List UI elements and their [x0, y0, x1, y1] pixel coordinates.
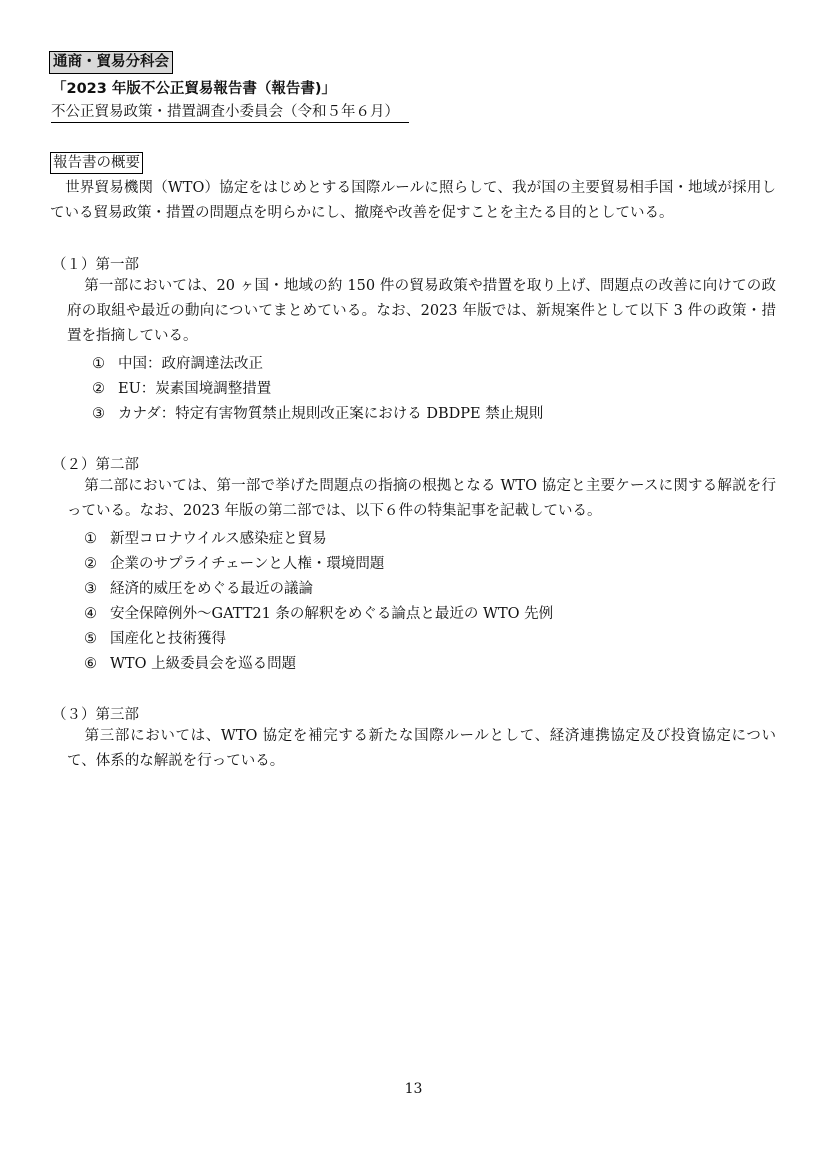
- part2-list-item: [84, 627, 226, 648]
- part2-heading: （２）第二部: [52, 457, 139, 473]
- part2-body-text: 第二部においては、第一部で挙げた問題点の指摘の根拠となる WTO 協定と主要ケースに関する解説を行っている。なお、2023 年版の第二部では、以下６件の特集記事を記載している。: [67, 478, 776, 519]
- part2-list-item: [84, 552, 384, 573]
- part2-list-item: [84, 527, 327, 548]
- list-item-text: EU：炭素国境調整措置: [118, 381, 272, 397]
- part1-body-text: 第一部においては、20 ヶ国・地域の約 150 件の貿易政策や措置を取り上げ、問題点の改善に向けての政府の取組や最近の動向についてまとめている。なお、2023 年版では、新規案件として以下 3 件の政策・措置を指摘している。: [67, 278, 776, 344]
- page-number: 13: [404, 1081, 423, 1097]
- list-item-text: WTO 上級委員会を巡る問題: [110, 656, 297, 672]
- list-item-text: カナダ：特定有害物質禁止規則改正案における DBDPE 禁止規則: [118, 406, 544, 422]
- list-item-number: ②: [84, 556, 97, 572]
- part1-list-item: [92, 377, 271, 398]
- part3-paragraph: [67, 724, 776, 774]
- list-item-number: ①: [84, 531, 97, 547]
- report-title: 「2023 年版不公正貿易報告書（報告書)」: [52, 81, 337, 97]
- list-item-number: ③: [84, 581, 97, 597]
- summary-label: 報告書の概要: [50, 152, 143, 174]
- list-item-text: 経済的威圧をめぐる最近の議論: [110, 581, 313, 597]
- part1-list-item: [92, 402, 543, 423]
- part1-list-item: [92, 352, 263, 373]
- part3-heading: （３）第三部: [52, 707, 139, 723]
- list-item-text: 企業のサプライチェーンと人権・環境問題: [110, 556, 385, 572]
- list-item-number: ⑤: [84, 631, 97, 647]
- part2-list-item: [84, 602, 553, 623]
- list-item-text: 中国：政府調達法改正: [118, 356, 263, 372]
- list-item-number: ②: [92, 381, 105, 397]
- list-item-number: ④: [84, 606, 97, 622]
- part3-body-text: 第三部においては、WTO 協定を補完する新たな国際ルールとして、経済連携協定及び投資協定について、体系的な解説を行っている。: [67, 728, 776, 769]
- list-item-number: ①: [92, 356, 105, 372]
- part2-paragraph: [67, 474, 776, 524]
- category-label: 通商・貿易分科会: [49, 51, 173, 74]
- part2-list-item: [84, 577, 313, 598]
- part2-list-item: [84, 652, 296, 673]
- committee-name: 不公正貿易政策・措置調査小委員会（令和５年６月）: [51, 100, 409, 123]
- intro-text: 世界貿易機関（WTO）協定をはじめとする国際ルールに照らして、我が国の主要貿易相手国・地域が採用している貿易政策・措置の問題点を明らかにし、撤廃や改善を促すことを主たる目的としている。: [50, 180, 776, 221]
- list-item-text: 新型コロナウイルス感染症と貿易: [110, 531, 327, 547]
- intro-paragraph: [50, 176, 776, 226]
- part1-heading: （１）第一部: [52, 257, 139, 273]
- part1-paragraph: [67, 274, 776, 349]
- list-item-number: ⑥: [84, 656, 97, 672]
- list-item-number: ③: [92, 406, 105, 422]
- list-item-text: 安全保障例外～GATT21 条の解釈をめぐる論点と最近の WTO 先例: [110, 606, 554, 622]
- list-item-text: 国産化と技術獲得: [110, 631, 226, 647]
